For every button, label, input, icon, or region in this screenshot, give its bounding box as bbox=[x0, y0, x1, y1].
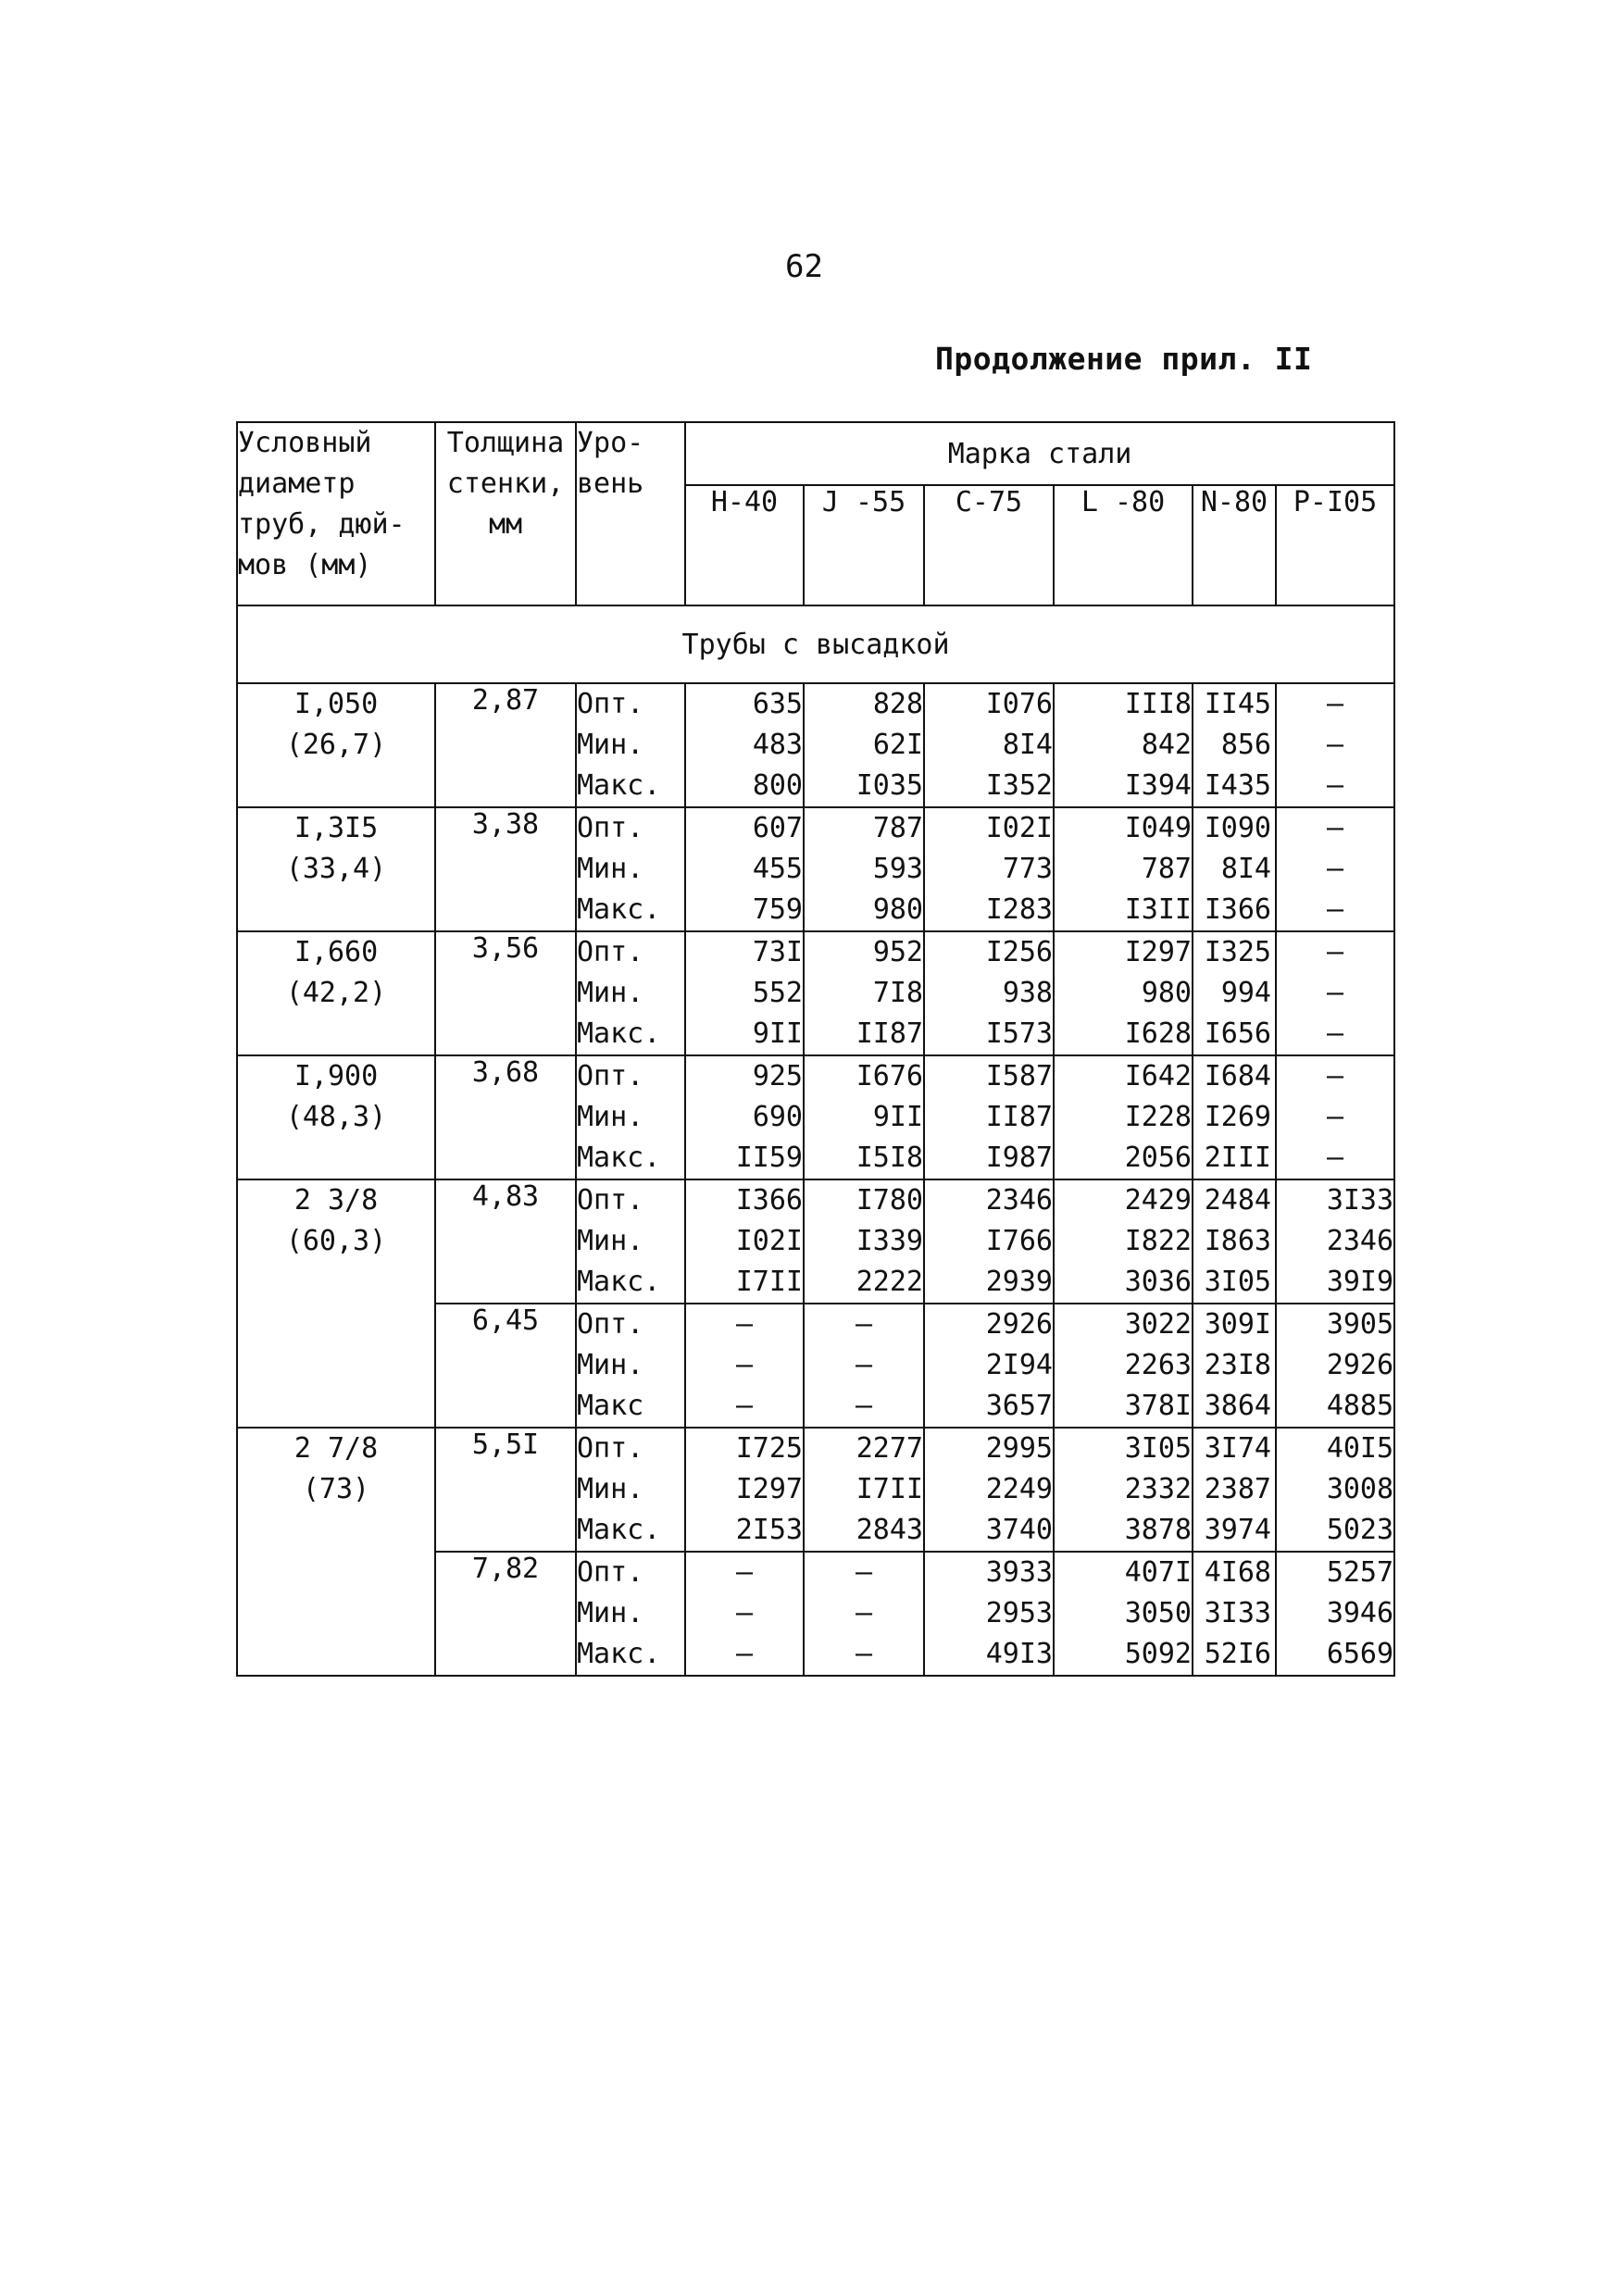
value: I656 bbox=[1204, 1017, 1271, 1050]
value: I325 bbox=[1204, 936, 1271, 968]
value: I780 bbox=[856, 1184, 923, 1217]
value: 856 bbox=[1220, 729, 1271, 761]
value: 3933 bbox=[985, 1556, 1053, 1589]
value: 483 bbox=[752, 729, 803, 761]
value-cell-n80 bbox=[1193, 931, 1276, 1055]
value: 2953 bbox=[985, 1597, 1053, 1629]
header-diameter-line: труб, дюй- bbox=[238, 508, 406, 541]
wall-thickness-cell: 4,83 bbox=[435, 1179, 576, 1304]
level-cell bbox=[576, 1428, 685, 1552]
level-label: Мин. bbox=[577, 729, 644, 761]
value: – bbox=[855, 1597, 873, 1629]
value: 952 bbox=[872, 936, 923, 968]
level-label: Макс. bbox=[577, 1266, 661, 1298]
value: I228 bbox=[1124, 1101, 1192, 1133]
value-cell-j55 bbox=[804, 1055, 924, 1179]
value: 39I9 bbox=[1326, 1266, 1394, 1298]
value-cell-c75 bbox=[924, 931, 1054, 1055]
diameter-cell bbox=[237, 683, 435, 807]
value: – bbox=[1327, 1142, 1344, 1174]
value: 73I bbox=[752, 936, 803, 968]
level-label: Макс. bbox=[577, 1638, 661, 1670]
level-label: Опт. bbox=[577, 1060, 644, 1092]
level-label: Макс. bbox=[577, 1017, 661, 1050]
value: 3022 bbox=[1124, 1308, 1192, 1341]
value: I628 bbox=[1124, 1017, 1192, 1050]
wall-thickness-cell: 3,68 bbox=[435, 1055, 576, 1179]
table-row bbox=[237, 1179, 1394, 1304]
header-diameter-line: Условный bbox=[238, 427, 372, 459]
value: 3008 bbox=[1326, 1473, 1394, 1505]
section-title: Трубы с высадкой bbox=[237, 605, 1394, 683]
value: I035 bbox=[856, 769, 923, 802]
level-label: Мин. bbox=[577, 1349, 644, 1381]
header-diameter-line: мов (мм) bbox=[238, 549, 372, 581]
header-wall-line: мм bbox=[488, 508, 523, 541]
value: 4I68 bbox=[1204, 1556, 1271, 1589]
level-cell bbox=[576, 1552, 685, 1676]
value: – bbox=[1327, 1101, 1344, 1133]
value: 3974 bbox=[1204, 1514, 1271, 1546]
value: – bbox=[735, 1597, 754, 1629]
value: 2346 bbox=[985, 1184, 1053, 1217]
level-cell bbox=[576, 1179, 685, 1304]
value: 2277 bbox=[856, 1432, 923, 1465]
level-label: Макс. bbox=[577, 1142, 661, 1174]
value: – bbox=[1327, 893, 1344, 926]
value: 842 bbox=[1141, 729, 1192, 761]
level-label: Мин. bbox=[577, 853, 644, 885]
level-label: Опт. bbox=[577, 688, 644, 720]
value: I7II bbox=[735, 1266, 803, 1298]
value: 2484 bbox=[1204, 1184, 1271, 1217]
diameter-cell bbox=[237, 1179, 435, 1428]
value: 8I4 bbox=[1220, 853, 1271, 885]
value: 3905 bbox=[1326, 1308, 1394, 1341]
value-cell-p105 bbox=[1276, 807, 1394, 931]
value-cell-l80 bbox=[1054, 1428, 1193, 1552]
value-cell-c75 bbox=[924, 807, 1054, 931]
value: – bbox=[1327, 977, 1344, 1009]
value: 309I bbox=[1204, 1308, 1271, 1341]
level-label: Опт. bbox=[577, 1184, 644, 1217]
value-cell-n80 bbox=[1193, 807, 1276, 931]
value: 3657 bbox=[985, 1390, 1053, 1422]
value-cell-h40 bbox=[685, 1428, 804, 1552]
wall-thickness-cell: 3,38 bbox=[435, 807, 576, 931]
level-label: Мин. bbox=[577, 1597, 644, 1629]
value: – bbox=[1327, 853, 1344, 885]
diameter-line: I,900 bbox=[294, 1060, 379, 1092]
value-cell-h40 bbox=[685, 1304, 804, 1428]
value: I684 bbox=[1204, 1060, 1271, 1092]
header-wall-line: Толщина bbox=[446, 427, 565, 459]
level-label: Мин. bbox=[577, 1473, 644, 1505]
value: I676 bbox=[856, 1060, 923, 1092]
value: 3I33 bbox=[1204, 1597, 1271, 1629]
value: II45 bbox=[1204, 688, 1271, 720]
value: 980 bbox=[872, 893, 923, 926]
header-level bbox=[576, 422, 685, 605]
value: 3946 bbox=[1326, 1597, 1394, 1629]
header-grade-c75: C-75 bbox=[924, 485, 1054, 605]
header-diameter-line: диаметр bbox=[238, 468, 356, 500]
value: 994 bbox=[1220, 977, 1271, 1009]
diameter-line: 2 7/8 bbox=[294, 1432, 379, 1465]
value-cell-p105 bbox=[1276, 1179, 1394, 1304]
value-cell-j55 bbox=[804, 931, 924, 1055]
value: 6569 bbox=[1326, 1638, 1394, 1670]
value: I587 bbox=[985, 1060, 1053, 1092]
value: I297 bbox=[1124, 936, 1192, 968]
value-cell-j55 bbox=[804, 807, 924, 931]
value: 3740 bbox=[985, 1514, 1053, 1546]
value: 455 bbox=[752, 853, 803, 885]
value-cell-p105 bbox=[1276, 683, 1394, 807]
value: 3036 bbox=[1124, 1266, 1192, 1298]
table-row bbox=[237, 807, 1394, 931]
value: I366 bbox=[735, 1184, 803, 1217]
value-cell-l80 bbox=[1054, 1179, 1193, 1304]
value: – bbox=[855, 1390, 873, 1422]
value-cell-c75 bbox=[924, 1552, 1054, 1676]
value: 7I8 bbox=[872, 977, 923, 1009]
value: 2995 bbox=[985, 1432, 1053, 1465]
value-cell-h40 bbox=[685, 683, 804, 807]
value: 5257 bbox=[1326, 1556, 1394, 1589]
value-cell-j55 bbox=[804, 1179, 924, 1304]
value-cell-j55 bbox=[804, 1552, 924, 1676]
value: 407I bbox=[1124, 1556, 1192, 1589]
value: I269 bbox=[1204, 1101, 1271, 1133]
value-cell-l80 bbox=[1054, 1304, 1193, 1428]
value: I822 bbox=[1124, 1225, 1192, 1257]
value: 690 bbox=[752, 1101, 803, 1133]
level-cell bbox=[576, 1055, 685, 1179]
level-label: Макс. bbox=[577, 769, 661, 802]
value-cell-c75 bbox=[924, 683, 1054, 807]
value-cell-h40 bbox=[685, 931, 804, 1055]
table-row bbox=[237, 683, 1394, 807]
value: – bbox=[855, 1308, 873, 1341]
table-row bbox=[237, 931, 1394, 1055]
value-cell-h40 bbox=[685, 1179, 804, 1304]
value: 3864 bbox=[1204, 1390, 1271, 1422]
value: I076 bbox=[985, 688, 1053, 720]
header-steel-grade: Марка стали bbox=[685, 422, 1394, 485]
value: 49I3 bbox=[985, 1638, 1053, 1670]
value: I256 bbox=[985, 936, 1053, 968]
level-label: Макс. bbox=[577, 893, 661, 926]
value: 40I5 bbox=[1326, 1432, 1394, 1465]
value: – bbox=[855, 1556, 873, 1589]
value-cell-c75 bbox=[924, 1304, 1054, 1428]
level-label: Макс. bbox=[577, 1514, 661, 1546]
header-level-line: вень bbox=[577, 468, 644, 500]
value: 938 bbox=[1002, 977, 1053, 1009]
value-cell-n80 bbox=[1193, 683, 1276, 807]
wall-thickness-cell: 2,87 bbox=[435, 683, 576, 807]
value: 828 bbox=[872, 688, 923, 720]
value: 635 bbox=[752, 688, 803, 720]
value: 2I94 bbox=[985, 1349, 1053, 1381]
value: II59 bbox=[735, 1142, 803, 1174]
value: I642 bbox=[1124, 1060, 1192, 1092]
value: I339 bbox=[856, 1225, 923, 1257]
header-diameter bbox=[237, 422, 435, 605]
value: – bbox=[1327, 688, 1344, 720]
value: 2I53 bbox=[735, 1514, 803, 1546]
value: – bbox=[1327, 1060, 1344, 1092]
level-label: Опт. bbox=[577, 1432, 644, 1465]
value: I02I bbox=[735, 1225, 803, 1257]
wall-thickness-cell: 5,5I bbox=[435, 1428, 576, 1552]
value: – bbox=[855, 1638, 873, 1670]
value: I394 bbox=[1124, 769, 1192, 802]
level-cell bbox=[576, 807, 685, 931]
value: – bbox=[1327, 936, 1344, 968]
value-cell-n80 bbox=[1193, 1304, 1276, 1428]
value: 2263 bbox=[1124, 1349, 1192, 1381]
value: II87 bbox=[985, 1101, 1053, 1133]
value: 759 bbox=[752, 893, 803, 926]
value: 800 bbox=[752, 769, 803, 802]
value: I7II bbox=[856, 1473, 923, 1505]
value: I5I8 bbox=[856, 1142, 923, 1174]
value: I297 bbox=[735, 1473, 803, 1505]
value: 5023 bbox=[1326, 1514, 1394, 1546]
value: – bbox=[735, 1638, 754, 1670]
level-label: Опт. bbox=[577, 1556, 644, 1589]
value-cell-p105 bbox=[1276, 1304, 1394, 1428]
value: I283 bbox=[985, 893, 1053, 926]
data-table bbox=[236, 421, 1395, 1677]
diameter-cell bbox=[237, 807, 435, 931]
value: 2222 bbox=[856, 1266, 923, 1298]
diameter-line: I,050 bbox=[294, 688, 379, 720]
header-wall-line: стенки, bbox=[446, 468, 565, 500]
value: 3I05 bbox=[1204, 1266, 1271, 1298]
header-wall-thickness bbox=[435, 422, 576, 605]
table-row bbox=[237, 1055, 1394, 1179]
level-label: Мин. bbox=[577, 1101, 644, 1133]
value-cell-n80 bbox=[1193, 1552, 1276, 1676]
value: – bbox=[735, 1390, 754, 1422]
value: 2III bbox=[1204, 1142, 1271, 1174]
value: – bbox=[855, 1349, 873, 1381]
wall-thickness-cell: 3,56 bbox=[435, 931, 576, 1055]
value-cell-n80 bbox=[1193, 1428, 1276, 1552]
value: I3II bbox=[1124, 893, 1192, 926]
value: 593 bbox=[872, 853, 923, 885]
value-cell-p105 bbox=[1276, 1552, 1394, 1676]
value-cell-j55 bbox=[804, 1428, 924, 1552]
value: 2926 bbox=[985, 1308, 1053, 1341]
value: 2387 bbox=[1204, 1473, 1271, 1505]
value: 9II bbox=[872, 1101, 923, 1133]
header-grade-p105: P-I05 bbox=[1276, 485, 1394, 605]
value: – bbox=[1327, 769, 1344, 802]
value-cell-c75 bbox=[924, 1055, 1054, 1179]
value: – bbox=[735, 1349, 754, 1381]
diameter-cell bbox=[237, 1055, 435, 1179]
value: – bbox=[1327, 729, 1344, 761]
header-grade-j55: J -55 bbox=[804, 485, 924, 605]
level-cell bbox=[576, 683, 685, 807]
value: 2939 bbox=[985, 1266, 1053, 1298]
diameter-cell bbox=[237, 1428, 435, 1676]
level-label: Макс bbox=[577, 1390, 644, 1422]
value: 787 bbox=[872, 812, 923, 844]
value: 23I8 bbox=[1204, 1349, 1271, 1381]
value: I573 bbox=[985, 1017, 1053, 1050]
value: 2056 bbox=[1124, 1142, 1192, 1174]
value: 3050 bbox=[1124, 1597, 1192, 1629]
value: I766 bbox=[985, 1225, 1053, 1257]
value: 925 bbox=[752, 1060, 803, 1092]
value: I725 bbox=[735, 1432, 803, 1465]
value-cell-l80 bbox=[1054, 1055, 1193, 1179]
value-cell-h40 bbox=[685, 807, 804, 931]
value-cell-l80 bbox=[1054, 931, 1193, 1055]
value: II87 bbox=[856, 1017, 923, 1050]
continuation-caption: Продолжение прил. II bbox=[935, 341, 1313, 377]
value-cell-c75 bbox=[924, 1428, 1054, 1552]
value: 62I bbox=[872, 729, 923, 761]
wall-thickness-cell: 6,45 bbox=[435, 1304, 576, 1428]
value: 2926 bbox=[1326, 1349, 1394, 1381]
value: 3I33 bbox=[1326, 1184, 1394, 1217]
value: 2249 bbox=[985, 1473, 1053, 1505]
value: 9II bbox=[752, 1017, 803, 1050]
header-grade-n80: N-80 bbox=[1193, 485, 1276, 605]
value: I435 bbox=[1204, 769, 1271, 802]
level-label: Мин. bbox=[577, 1225, 644, 1257]
diameter-line: (60,3) bbox=[285, 1225, 387, 1257]
diameter-line: (26,7) bbox=[285, 729, 387, 761]
value: 2429 bbox=[1124, 1184, 1192, 1217]
diameter-cell bbox=[237, 931, 435, 1055]
level-cell bbox=[576, 931, 685, 1055]
wall-thickness-cell: 7,82 bbox=[435, 1552, 576, 1676]
value-cell-h40 bbox=[685, 1552, 804, 1676]
value-cell-n80 bbox=[1193, 1179, 1276, 1304]
diameter-line: 2 3/8 bbox=[294, 1184, 379, 1217]
value: I366 bbox=[1204, 893, 1271, 926]
value-cell-l80 bbox=[1054, 1552, 1193, 1676]
level-label: Мин. bbox=[577, 977, 644, 1009]
value: 980 bbox=[1141, 977, 1192, 1009]
value: 378I bbox=[1124, 1390, 1192, 1422]
level-label: Опт. bbox=[577, 1308, 644, 1341]
value: 3I05 bbox=[1124, 1432, 1192, 1465]
value: I987 bbox=[985, 1142, 1053, 1174]
value: I352 bbox=[985, 769, 1053, 802]
diameter-line: (42,2) bbox=[285, 977, 387, 1009]
value: 607 bbox=[752, 812, 803, 844]
value: 2332 bbox=[1124, 1473, 1192, 1505]
header-grade-h40: H-40 bbox=[685, 485, 804, 605]
value: 2843 bbox=[856, 1514, 923, 1546]
value-cell-l80 bbox=[1054, 683, 1193, 807]
value: 8I4 bbox=[1002, 729, 1053, 761]
value: 3878 bbox=[1124, 1514, 1192, 1546]
value: III8 bbox=[1124, 688, 1192, 720]
value: 787 bbox=[1141, 853, 1192, 885]
level-label: Опт. bbox=[577, 812, 644, 844]
page-number: 62 bbox=[785, 248, 823, 285]
level-cell bbox=[576, 1304, 685, 1428]
value: 4885 bbox=[1326, 1390, 1394, 1422]
value: 52I6 bbox=[1204, 1638, 1271, 1670]
value: 3I74 bbox=[1204, 1432, 1271, 1465]
value-cell-p105 bbox=[1276, 1055, 1394, 1179]
value: – bbox=[735, 1308, 754, 1341]
header-level-line: Уро- bbox=[577, 427, 644, 459]
value: 552 bbox=[752, 977, 803, 1009]
value-cell-l80 bbox=[1054, 807, 1193, 931]
diameter-line: (73) bbox=[302, 1473, 370, 1505]
value: I090 bbox=[1204, 812, 1271, 844]
value: – bbox=[1327, 1017, 1344, 1050]
value-cell-h40 bbox=[685, 1055, 804, 1179]
value-cell-p105 bbox=[1276, 931, 1394, 1055]
diameter-line: I,3I5 bbox=[294, 812, 379, 844]
value: 2346 bbox=[1326, 1225, 1394, 1257]
diameter-line: (33,4) bbox=[285, 853, 387, 885]
value: I863 bbox=[1204, 1225, 1271, 1257]
value-cell-p105 bbox=[1276, 1428, 1394, 1552]
value-cell-c75 bbox=[924, 1179, 1054, 1304]
header-grade-l80: L -80 bbox=[1054, 485, 1193, 605]
value: 773 bbox=[1002, 853, 1053, 885]
level-label: Опт. bbox=[577, 936, 644, 968]
value: I02I bbox=[985, 812, 1053, 844]
value-cell-j55 bbox=[804, 683, 924, 807]
value: I049 bbox=[1124, 812, 1192, 844]
value: 5092 bbox=[1124, 1638, 1192, 1670]
value-cell-j55 bbox=[804, 1304, 924, 1428]
value: – bbox=[1327, 812, 1344, 844]
value-cell-n80 bbox=[1193, 1055, 1276, 1179]
diameter-line: (48,3) bbox=[285, 1101, 387, 1133]
diameter-line: I,660 bbox=[294, 936, 379, 968]
table-row bbox=[237, 1428, 1394, 1552]
value: – bbox=[735, 1556, 754, 1589]
